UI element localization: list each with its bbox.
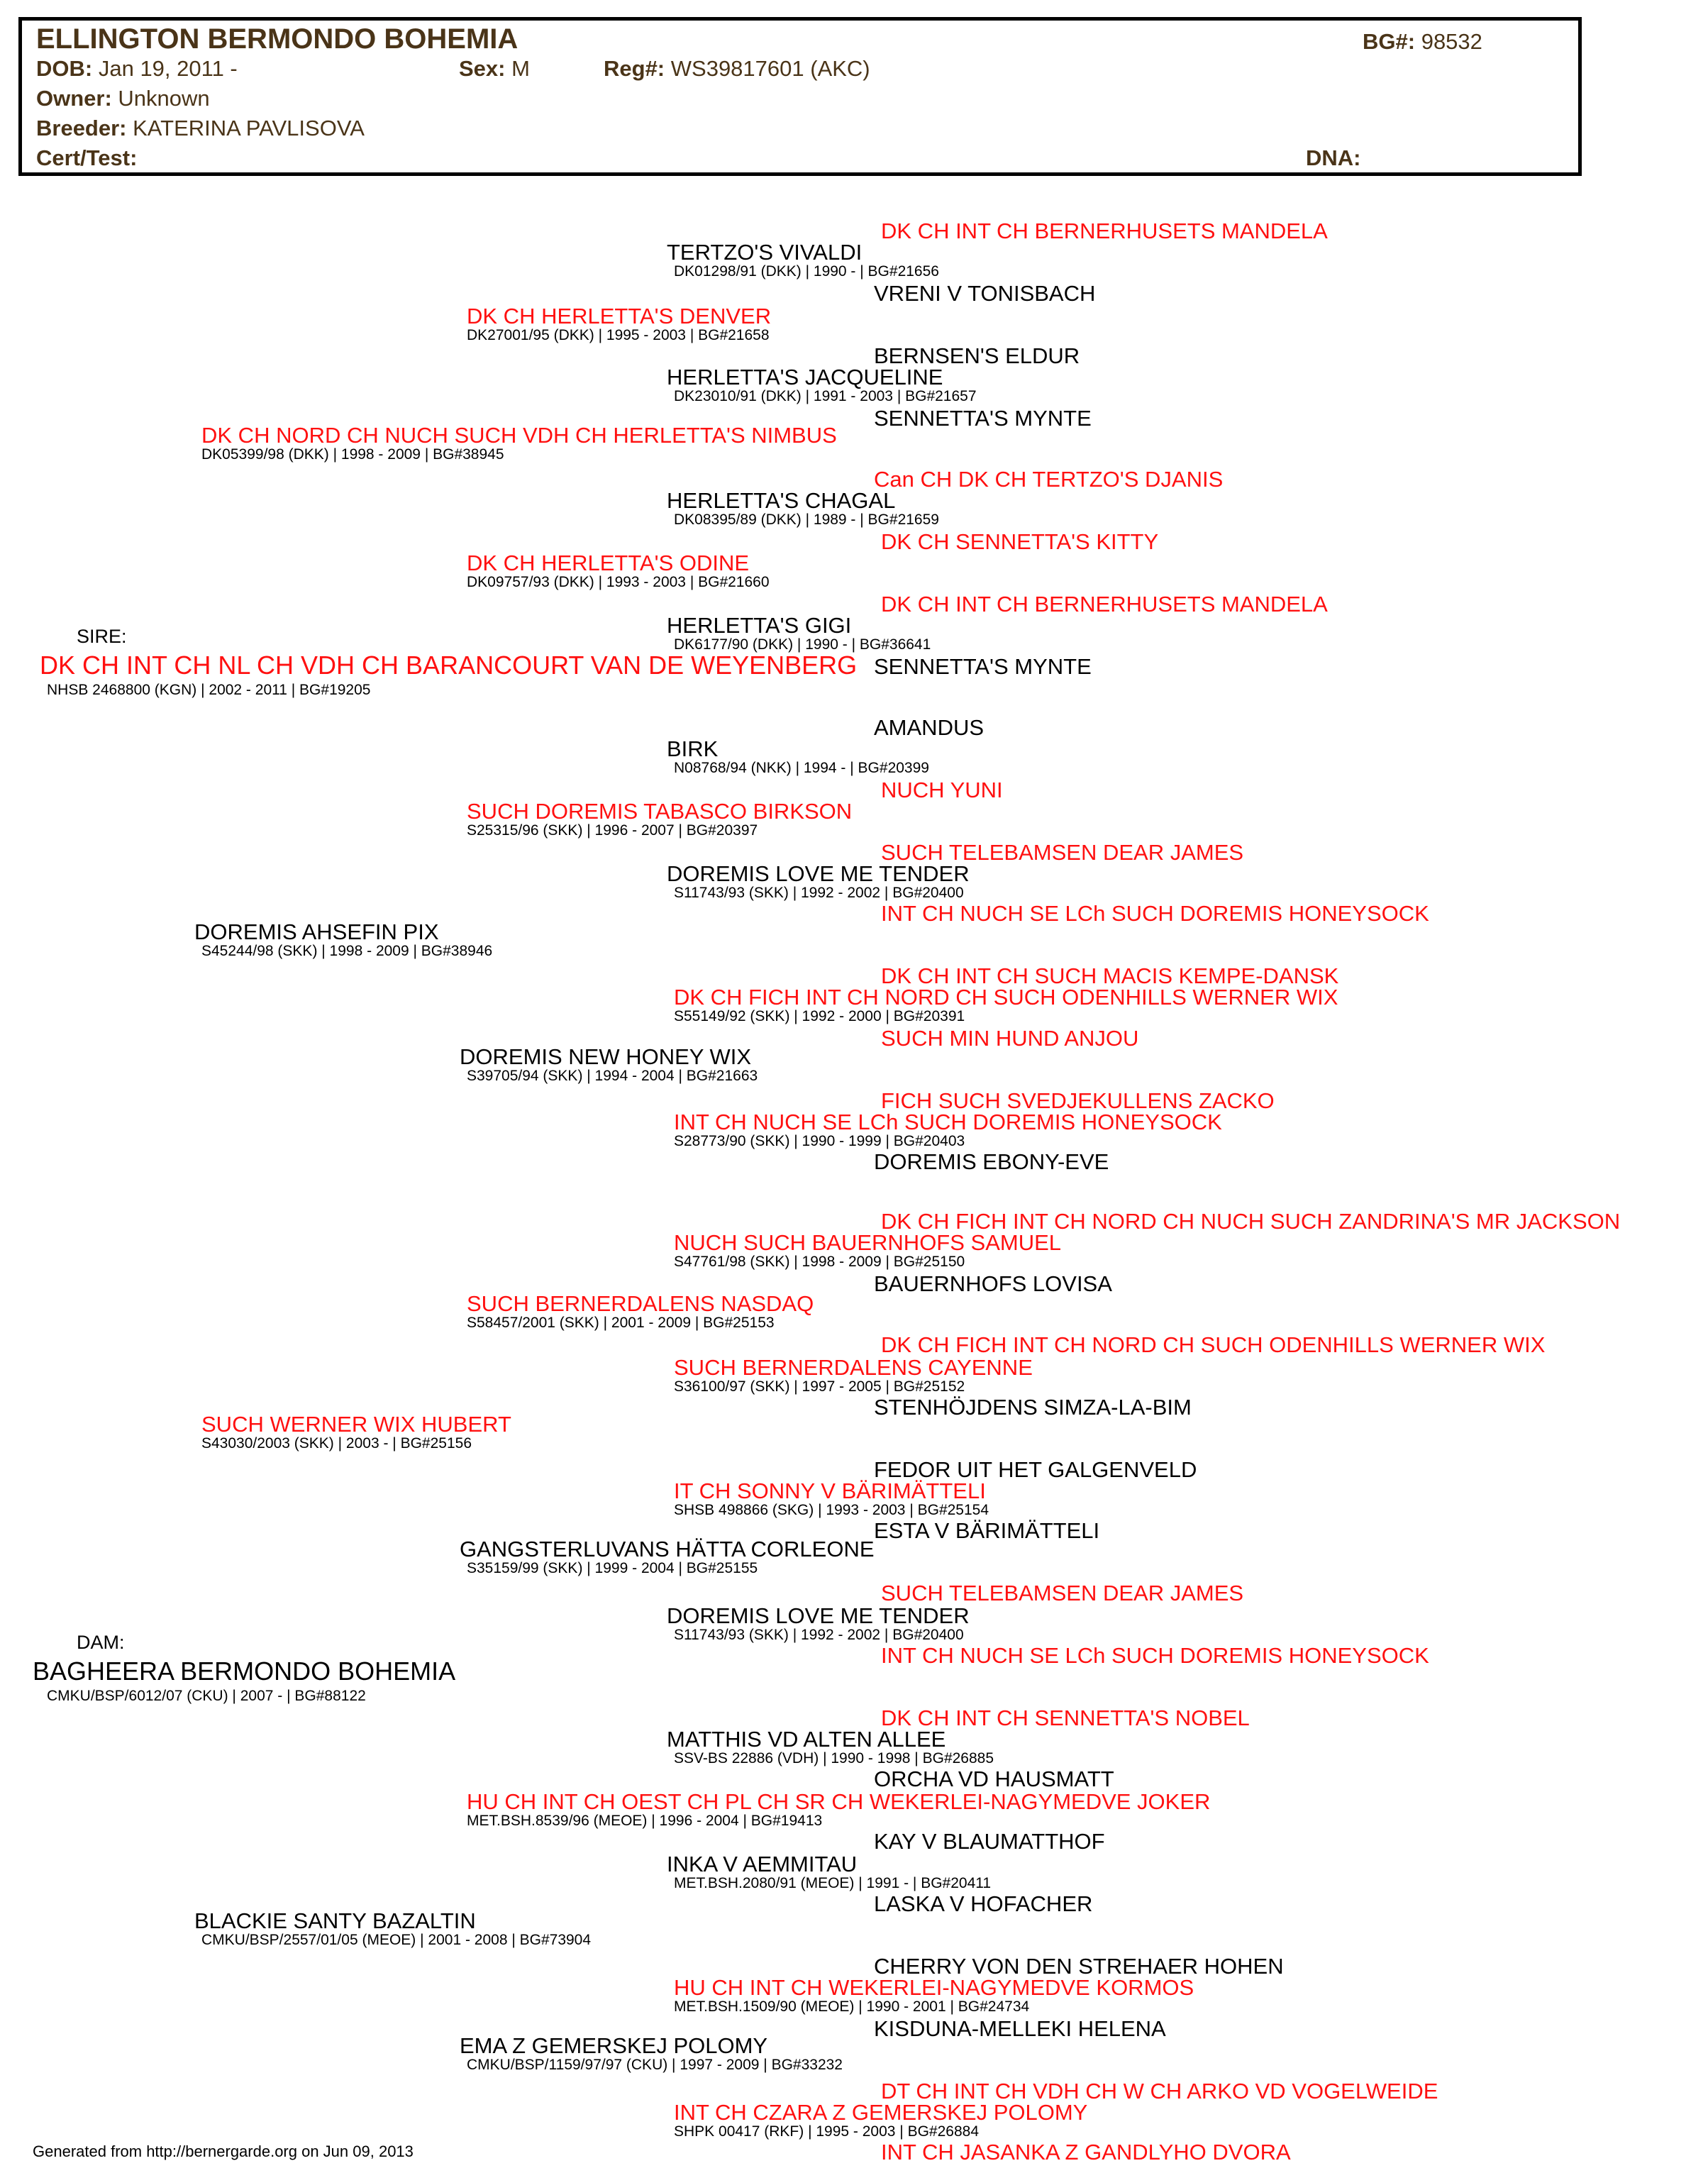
ancestor-reg: S43030/2003 (SKK) | 2003 - | BG#25156 [201,1435,472,1452]
ancestor-name: Can CH DK CH TERTZO'S DJANIS [874,467,1224,492]
ancestor-name: HU CH INT CH WEKERLEI-NAGYMEDVE KORMOS [674,1975,1194,2000]
ancestor-name: DOREMIS AHSEFIN PIX [194,919,439,944]
ancestor-name: HERLETTA'S GIGI [667,613,852,638]
ancestor-reg: S55149/92 (SKK) | 1992 - 2000 | BG#20391 [674,1008,965,1024]
ancestor-reg: S35159/99 (SKK) | 1999 - 2004 | BG#25155 [467,1560,758,1576]
footer-generated: Generated from http://bernergarde.org on Jun 09, 2013 [33,2142,414,2160]
ancestor-reg: DK08395/89 (DKK) | 1989 - | BG#21659 [674,512,939,528]
ancestor-reg: S11743/93 (SKK) | 1992 - 2002 | BG#20400 [674,1627,964,1643]
ancestor-reg: DK6177/90 (DKK) | 1990 - | BG#36641 [674,636,931,653]
ancestor-reg: SHSB 498866 (SKG) | 1993 - 2003 | BG#25154 [674,1502,989,1518]
dam-label: DAM: [77,1632,125,1653]
ancestor-name: FEDOR UIT HET GALGENVELD [874,1457,1197,1482]
ancestor-name: DK CH NORD CH NUCH SUCH VDH CH HERLETTA'S NIMBUS [201,423,837,448]
ancestor-name: SUCH TELEBAMSEN DEAR JAMES [881,1581,1244,1605]
ancestor-name: ORCHA VD HAUSMATT [874,1766,1114,1791]
ancestor-reg: S39705/94 (SKK) | 1994 - 2004 | BG#21663 [467,1068,758,1084]
ancestor-reg: S28773/90 (SKK) | 1990 - 1999 | BG#20403 [674,1133,965,1149]
ancestor-name: MATTHIS VD ALTEN ALLEE [667,1727,946,1752]
ancestor-name: INT CH JASANKA Z GANDLYHO DVORA [881,2140,1291,2164]
ancestor-name: DK CH SENNETTA'S KITTY [881,529,1159,554]
sire-name: DK CH INT CH NL CH VDH CH BARANCOURT VAN DE WEYENBERG [40,651,858,680]
owner-label: Owner: [36,86,112,111]
sex-label: Sex: [459,56,506,81]
ancestor-name: SUCH BERNERDALENS NASDAQ [467,1291,814,1316]
ancestor-name: EMA Z GEMERSKEJ POLOMY [460,2033,768,2058]
ancestor-name: DK CH FICH INT CH NORD CH NUCH SUCH ZANDRINA'S MR JACKSON [881,1209,1621,1234]
owner [36,86,210,111]
ancestor-name: HERLETTA'S CHAGAL [667,488,896,513]
sire-label: SIRE: [77,626,127,647]
ancestor-name: AMANDUS [874,715,985,740]
ancestor-reg: DK05399/98 (DKK) | 1998 - 2009 | BG#38945 [201,446,504,463]
bg-value: 98532 [1421,29,1482,54]
ancestor-reg: S25315/96 (SKK) | 1996 - 2007 | BG#20397 [467,822,758,839]
dob [36,56,238,82]
ancestor-name: DK CH INT CH SENNETTA'S NOBEL [881,1705,1250,1730]
ancestor-name: DK CH HERLETTA'S ODINE [467,551,750,575]
ancestor-name: SUCH BERNERDALENS CAYENNE [674,1355,1033,1380]
ancestor-reg: S11743/93 (SKK) | 1992 - 2002 | BG#20400 [674,885,964,901]
registration [604,56,870,82]
dob-value: Jan 19, 2011 - [98,56,238,81]
ancestor-reg: SHPK 00417 (RKF) | 1995 - 2003 | BG#26884 [674,2123,979,2140]
ancestor-reg: DK23010/91 (DKK) | 1991 - 2003 | BG#21657 [674,388,977,404]
ancestor-reg: DK27001/95 (DKK) | 1995 - 2003 | BG#21658 [467,327,770,343]
ancestor-name: DK CH FICH INT CH NORD CH SUCH ODENHILLS WERNER WIX [674,985,1338,1010]
ancestor-name: SENNETTA'S MYNTE [874,654,1092,679]
ancestor-name: KISDUNA-MELLEKI HELENA [874,2016,1166,2041]
ancestor-reg: N08768/94 (NKK) | 1994 - | BG#20399 [674,760,929,776]
ancestor-name: INKA V AEMMITAU [667,1852,858,1876]
ancestor-name: IT CH SONNY V BÄRIMÄTTELI [674,1478,986,1503]
ancestor-name: SUCH MIN HUND ANJOU [881,1026,1139,1051]
ancestor-reg: SSV-BS 22886 (VDH) | 1990 - 1998 | BG#26885 [674,1750,994,1766]
ancestor-reg: DK09757/93 (DKK) | 1993 - 2003 | BG#21660 [467,574,770,590]
ancestor-reg: S45244/98 (SKK) | 1998 - 2009 | BG#38946 [201,943,493,959]
ancestor-reg: MET.BSH.2080/91 (MEOE) | 1991 - | BG#20411 [674,1875,992,1891]
ancestor-name: SUCH TELEBAMSEN DEAR JAMES [881,840,1244,865]
sire-reg: NHSB 2468800 (KGN) | 2002 - 2011 | BG#19205 [47,682,371,698]
reg-value: WS39817601 (AKC) [670,56,870,81]
ancestor-name: DOREMIS EBONY-EVE [874,1149,1109,1174]
sex [459,56,530,82]
breeder-value: KATERINA PAVLISOVA [133,116,365,140]
ancestor-name: INT CH NUCH SE LCh SUCH DOREMIS HONEYSOCK [881,901,1429,926]
ancestor-reg: DK01298/91 (DKK) | 1990 - | BG#21656 [674,263,939,280]
ancestor-name: SUCH DOREMIS TABASCO BIRKSON [467,799,853,824]
ancestor-name: INT CH NUCH SE LCh SUCH DOREMIS HONEYSOCK [881,1643,1429,1668]
ancestor-name: INT CH NUCH SE LCh SUCH DOREMIS HONEYSOCK [674,1110,1222,1134]
ancestor-name: HERLETTA'S JACQUELINE [667,365,943,389]
ancestor-reg: MET.BSH.8539/96 (MEOE) | 1996 - 2004 | BG#19413 [467,1813,823,1829]
ancestor-reg: S47761/98 (SKK) | 1998 - 2009 | BG#25150 [674,1254,965,1270]
owner-value: Unknown [118,86,210,111]
ancestor-reg: S58457/2001 (SKK) | 2001 - 2009 | BG#25153 [467,1315,775,1331]
dob-label: DOB: [36,56,93,81]
ancestor-name: KAY V BLAUMATTHOF [874,1829,1105,1854]
dam-name: BAGHEERA BERMONDO BOHEMIA [33,1657,456,1686]
bg-label: BG#: [1363,29,1416,54]
ancestor-name: DOREMIS NEW HONEY WIX [460,1044,752,1069]
ancestor-name: BLACKIE SANTY BAZALTIN [194,1908,476,1933]
ancestor-name: DOREMIS LOVE ME TENDER [667,1603,970,1628]
dna [1306,145,1361,171]
dog-title: ELLINGTON BERMONDO BOHEMIA [36,23,518,55]
dna-label: DNA: [1306,145,1361,170]
ancestor-name: SUCH WERNER WIX HUBERT [201,1412,511,1437]
ancestor-name: BERNSEN'S ELDUR [874,343,1080,368]
ancestor-reg: CMKU/BSP/2557/01/05 (MEOE) | 2001 - 2008 | BG#73904 [201,1932,592,1948]
ancestor-name: DK CH INT CH SUCH MACIS KEMPE-DANSK [881,963,1339,988]
cert-test [36,145,137,171]
ancestor-name: DK CH INT CH BERNERHUSETS MANDELA [881,592,1328,616]
ancestor-name: ESTA V BÄRIMÄTTELI [874,1518,1100,1543]
ancestor-name: TERTZO'S VIVALDI [667,240,863,265]
ancestor-reg: CMKU/BSP/1159/97/97 (CKU) | 1997 - 2009 | BG#33232 [467,2057,843,2073]
ancestor-name: NUCH YUNI [881,778,1003,802]
ancestor-name: GANGSTERLUVANS HÄTTA CORLEONE [460,1537,875,1561]
cert-label: Cert/Test: [36,145,138,170]
dam-reg: CMKU/BSP/6012/07 (CKU) | 2007 - | BG#88122 [47,1688,366,1704]
ancestor-name: DK CH FICH INT CH NORD CH SUCH ODENHILLS WERNER WIX [881,1332,1546,1357]
ancestor-name: DK CH INT CH BERNERHUSETS MANDELA [881,219,1328,243]
sex-value: M [511,56,530,81]
ancestor-name: DT CH INT CH VDH CH W CH ARKO VD VOGELWEIDE [881,2079,1438,2103]
ancestor-name: BAUERNHOFS LOVISA [874,1271,1112,1296]
breeder-label: Breeder: [36,116,127,140]
ancestor-name: FICH SUCH SVEDJEKULLENS ZACKO [881,1088,1275,1113]
ancestor-name: SENNETTA'S MYNTE [874,406,1092,431]
breeder [36,116,365,141]
ancestor-name: DK CH HERLETTA'S DENVER [467,304,772,328]
ancestor-name: CHERRY VON DEN STREHAER HOHEN [874,1954,1284,1979]
dog-header [18,17,1582,176]
ancestor-reg: S36100/97 (SKK) | 1997 - 2005 | BG#25152 [674,1378,965,1395]
ancestor-name: DOREMIS LOVE ME TENDER [667,861,970,886]
ancestor-name: NUCH SUCH BAUERNHOFS SAMUEL [674,1230,1062,1255]
ancestor-name: HU CH INT CH OEST CH PL CH SR CH WEKERLEI-NAGYMEDVE JOKER [467,1789,1211,1814]
ancestor-name: BIRK [667,736,719,761]
reg-label: Reg#: [604,56,665,81]
ancestor-name: STENHÖJDENS SIMZA-LA-BIM [874,1395,1192,1420]
ancestor-name: INT CH CZARA Z GEMERSKEJ POLOMY [674,2100,1088,2125]
ancestor-name: VRENI V TONISBACH [874,281,1096,306]
ancestor-name: LASKA V HOFACHER [874,1891,1093,1916]
ancestor-reg: MET.BSH.1509/90 (MEOE) | 1990 - 2001 | BG#24734 [674,1998,1030,2015]
bg-number [1363,29,1482,55]
